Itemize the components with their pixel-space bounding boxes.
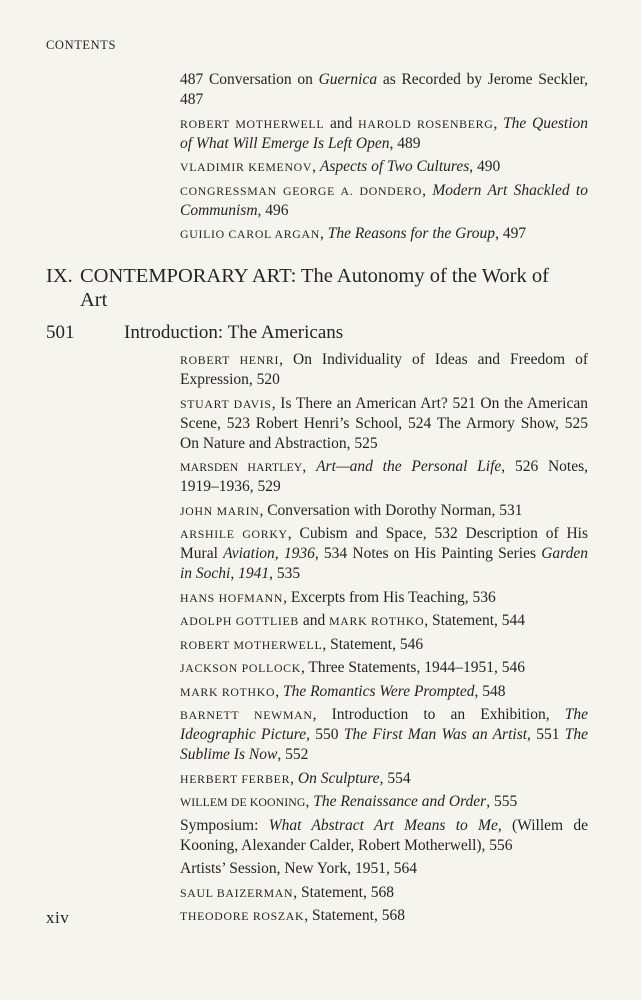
toc-entry (180, 157, 588, 177)
entry-author: CONGRESSMAN GEORGE A. DONDERO (180, 183, 423, 198)
entry-text: , (422, 181, 433, 199)
toc-entry (180, 501, 588, 521)
entry-title-italic: Guernica (318, 71, 378, 88)
toc-entry (180, 350, 588, 390)
entry-author: MARSDEN HARTLEY (180, 460, 303, 474)
entry-text: , (312, 158, 320, 175)
entry-text: , Introduction to an Exhibition, (312, 706, 565, 723)
entry-title-italic: Aspects of Two Cultures (319, 158, 470, 175)
toc-entry (180, 524, 588, 584)
toc-entry (180, 394, 588, 454)
entry-text: , (275, 682, 283, 700)
entry-text: Symposium: (180, 816, 269, 834)
entry-author: ARSHILE GORKY (180, 527, 288, 541)
entry-author: BARNETT NEWMAN (180, 708, 313, 722)
toc-entry (180, 769, 588, 789)
toc-entry (180, 792, 588, 812)
toc-entry (180, 114, 588, 154)
toc-entry (180, 705, 588, 765)
entry-title-italic: Art—and the Personal Life (316, 458, 502, 475)
toc-entry (180, 859, 588, 879)
entry-title-italic: The Reasons for the Group (327, 225, 496, 242)
entry-text: Artists’ Session, New York, 1951, 564 (180, 860, 417, 877)
entry-author: MARK ROTHKO (180, 684, 276, 699)
entry-text: , 550 (306, 726, 344, 743)
toc-entry (180, 906, 588, 926)
entry-text: , (319, 225, 328, 242)
part-heading (46, 264, 591, 312)
entry-text: , (302, 458, 317, 475)
part-subtitle: : The Autonomy of the Work of (290, 265, 549, 287)
entry-title-italic: What Abstract Art Means to Me (268, 816, 498, 834)
toc-entry (180, 658, 588, 678)
main-entries-list (180, 350, 588, 930)
entry-text: , Statement, 568 (293, 883, 394, 901)
entry-author: STUART DAVIS (180, 396, 272, 411)
entry-text: , 552 (277, 746, 309, 763)
section-page-number: 501 (46, 322, 75, 343)
entry-text: , (305, 793, 314, 810)
entry-text: , (493, 114, 504, 132)
toc-entry (180, 588, 588, 608)
entry-title-italic: On Sculpture (297, 769, 380, 787)
entry-author: JOHN MARIN (180, 503, 260, 518)
entry-text: , 489 (389, 134, 421, 152)
entry-author: VLADIMIR KEMENOV (180, 160, 313, 174)
entry-text: , 555 (486, 793, 518, 810)
toc-entry (180, 816, 588, 856)
entry-text: , Three Statements, 1944–1951, 546 (300, 659, 525, 676)
entry-text: , 496 (257, 201, 289, 219)
page-folio: xiv (46, 908, 70, 927)
entry-author: GUILIO CAROL ARGAN (180, 227, 320, 241)
entry-text: , Cubism and Space, 532 Description of His Mural (180, 525, 588, 562)
entry-text: , 497 (495, 225, 527, 242)
section-title: Introduction: The Americans (124, 322, 344, 343)
entry-text: , 526 Notes, 1919–1936, 529 (180, 458, 589, 495)
entry-title-italic: The Question of What Will Emerge Is Left Open (180, 114, 589, 152)
entry-title-italic: The First Man Was an Artist (343, 726, 528, 743)
entry-author: MARK ROTHKO (329, 614, 425, 628)
entry-author: WILLEM DE KOONING (180, 795, 306, 809)
entry-title-italic: Modern Art Shackled to Communism (180, 181, 588, 219)
toc-entry (180, 70, 588, 110)
entry-text: , (290, 769, 298, 787)
entry-author: ROBERT MOTHERWELL (180, 116, 325, 131)
running-head: CONTENTS (46, 38, 117, 52)
entry-text: , 551 (527, 726, 565, 743)
entry-author: JACKSON POLLOCK (180, 661, 301, 675)
toc-entry (180, 224, 588, 244)
entry-text: , Is There an American Art? 521 On the American Scene, 523 Robert Henri’s School, 524 The Armory Show, 525 On Nature and Abstraction, 525 (180, 394, 588, 452)
top-entries-list (180, 70, 588, 248)
entry-text: , Excerpts from His Teaching, 536 (283, 588, 496, 606)
part-subtitle-continued: Art (80, 289, 108, 311)
entry-author: ADOLPH GOTTLIEB (180, 614, 299, 628)
toc-entry (180, 883, 588, 903)
entry-text: , 554 (379, 769, 411, 787)
entry-title-italic: Aviation, 1936 (223, 545, 315, 562)
entry-text: , 534 Notes on His Painting Series (314, 545, 542, 562)
toc-entry (180, 682, 588, 702)
entry-text: , Statement, 544 (424, 612, 526, 629)
part-number: IX. (46, 265, 73, 287)
entry-text: and (324, 114, 359, 132)
entry-text: , Statement, 546 (322, 635, 424, 653)
entry-author: SAUL BAIZERMAN (180, 885, 294, 900)
entry-author: HAROLD ROSENBERG (358, 116, 494, 131)
entry-text: , Conversation with Dorothy Norman, 531 (259, 501, 523, 519)
entry-author: HANS HOFMANN (180, 590, 284, 605)
entry-text: , (Willem de Kooning, Alexander Calder, Robert Motherwell), 556 (180, 816, 588, 854)
entry-author: THEODORE ROSZAK (180, 909, 305, 923)
toc-entry (180, 181, 588, 221)
part-title: CONTEMPORARY ART (80, 265, 291, 287)
entry-title-italic: Garden in Sochi, 1941 (180, 545, 588, 582)
entry-text: 487 Conversation on (180, 71, 319, 88)
entry-author: ROBERT HENRI (180, 353, 280, 367)
toc-entry (180, 611, 588, 631)
entry-title-italic: The Renaissance and Order (313, 793, 487, 810)
entry-text: , Statement, 568 (304, 907, 405, 924)
entry-text: as Recorded by Jerome Seckler, 487 (180, 71, 588, 108)
entry-title-italic: The Sublime Is Now (180, 726, 589, 763)
entry-author: ROBERT MOTHERWELL (180, 637, 323, 652)
entry-text: , 535 (269, 565, 301, 582)
entry-text: and (298, 612, 330, 629)
entry-text: , 548 (474, 682, 506, 700)
toc-entry (180, 457, 588, 497)
toc-entry (180, 635, 588, 655)
entry-text: , 490 (469, 158, 501, 175)
entry-title-italic: The Ideographic Picture (180, 706, 588, 743)
entry-text: , On Individuality of Ideas and Freedom of Expression, 520 (180, 351, 588, 388)
entry-author: HERBERT FERBER (180, 771, 291, 786)
section-heading (46, 321, 606, 345)
entry-title-italic: The Romantics Were Prompted (282, 682, 475, 700)
